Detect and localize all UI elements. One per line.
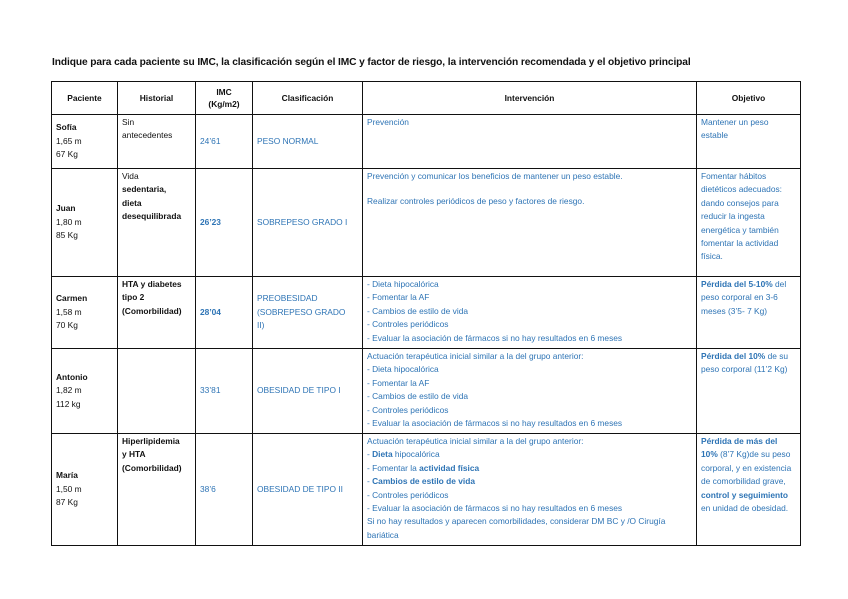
history-line: y HTA [122,449,146,460]
objective-bold: Pérdida del 10% [701,351,766,361]
intervention-line: - Cambios de estilo de vida [367,391,469,402]
intervention-line: - Controles periódicos [367,404,449,415]
intervention-line: - Dieta hipocalórica [367,364,439,375]
classification-line: II) [257,320,265,331]
intervention-cell [363,349,697,434]
history-cell [118,434,196,546]
header-historial: Historial [118,82,196,115]
table-row [52,277,801,349]
table-row [52,169,801,277]
patient-cell [52,349,118,434]
objective-cell [697,115,801,169]
intervention-line: Si no hay resultados y aparecen comorbilidades, considerar DM BC y /O Cirugía bariática [367,516,666,540]
patient-name: Antonio [56,371,88,382]
objective-cell [697,169,801,277]
patient-weight: 112 kg [56,398,81,409]
intervention-line: - Fomentar la AF [367,377,430,388]
history-cell [118,277,196,349]
objective-text: del peso corporal en 3-6 meses (3’5- 7 Kg) [701,279,787,316]
history-line: (Comorbilidad) [122,305,182,316]
table-row [52,115,801,169]
history-line: Sin [122,117,135,127]
history-line: HTA y diabetes [122,279,182,289]
header-imc-line2: (Kg/m2) [208,99,240,109]
header-intervencion: Intervención [363,82,697,115]
header-paciente: Paciente [52,82,118,115]
patient-cell [52,277,118,349]
header-imc [196,82,253,115]
history-line: desequilibrada [122,211,182,222]
history-cell [118,115,196,169]
classification: OBESIDAD DE TIPO I [253,349,363,434]
history-line: sedentaria, [122,184,167,195]
objective-text: en unidad de obesidad. [701,503,789,514]
patient-name: Sofía [56,122,77,133]
objective-text: (8’7 Kg)de su peso corporal, y en existencia de comorbilidad grave, [701,449,792,487]
patient-height: 1,65 m [56,135,82,146]
history-line: Hiperlipidemia [122,436,180,446]
intervention-line: Actuación terapéutica inicial similar a la del grupo anterior: [367,351,584,361]
patient-cell [52,434,118,546]
imc-value: 24’61 [196,115,253,169]
history-line: dieta [122,197,142,208]
intervention-cell [363,434,697,546]
objective-text: Mantener un peso estable [701,117,769,141]
intervention-line: - Controles periódicos [367,489,449,500]
intervention-line: - Fomentar la AF [367,292,430,303]
patient-name: Juan [56,203,76,214]
intervention-line: - Cambios de estilo de vida [367,476,475,487]
intervention-line: - Cambios de estilo de vida [367,305,469,316]
objective-bold: control y seguimiento [701,489,789,500]
imc-value: 38’6 [196,434,253,546]
intervention-bold: Dieta [372,449,393,460]
intervention-line: - Dieta hipocalórica [367,449,440,460]
history-cell [118,349,196,434]
objective-text: de su peso corporal (11’2 Kg) [701,351,789,375]
patient-weight: 87 Kg [56,497,78,508]
classification [253,277,363,349]
intervention-cell [363,277,697,349]
intervention-line: - Evaluar la asociación de fármacos si no hay resultados en 6 meses [367,418,623,429]
objective-cell [697,434,801,546]
patient-height: 1,82 m [56,385,82,396]
intervention-line: Prevención [367,117,409,127]
header-objetivo: Objetivo [697,82,801,115]
header-row [52,82,801,115]
intervention-line: Realizar controles periódicos de peso y factores de riesgo. [367,196,585,207]
intervention-cell [363,115,697,169]
patient-name: Carmen [56,293,88,304]
history-line: (Comorbilidad) [122,462,182,473]
patient-name: María [56,470,78,481]
patient-weight: 85 Kg [56,230,78,241]
table-row [52,434,801,546]
intervention-bold: Cambios de estilo de vida [372,476,475,487]
imc-value: 26’23 [196,169,253,277]
intervention-line: - Evaluar la asociación de fármacos si no hay resultados en 6 meses [367,503,623,514]
history-line: tipo 2 [122,292,145,303]
objective-text: Fomentar hábitos dietéticos adecuados: dando consejos para reducir la ingesta energética y también fomentar la actividad física. [701,171,783,262]
objective-cell [697,277,801,349]
patient-cell [52,169,118,277]
history-line: Vida [122,171,139,181]
objective-cell [697,349,801,434]
imc-value: 33’81 [196,349,253,434]
objective-bold: Pérdida de más del 10% [701,436,778,460]
header-imc-line1: IMC [216,87,232,97]
intervention-line: - Evaluar la asociación de fármacos si no hay resultados en 6 meses [367,332,623,343]
patient-cell [52,115,118,169]
classification: PESO NORMAL [253,115,363,169]
intervention-line: - Fomentar la actividad física [367,462,480,473]
intervention-bold: actividad física [419,462,480,473]
patient-height: 1,58 m [56,306,82,317]
intervention-cell [363,169,697,277]
classification: SOBREPESO GRADO I [253,169,363,277]
history-line: antecedentes [122,130,173,141]
patient-weight: 70 Kg [56,320,78,331]
intervention-line: Actuación terapéutica inicial similar a la del grupo anterior: [367,436,584,446]
intervention-line: - Dieta hipocalórica [367,279,439,289]
header-clasificacion: Clasificación [253,82,363,115]
patient-height: 1,80 m [56,216,82,227]
page-title: Indique para cada paciente su IMC, la clasificación según el IMC y factor de riesgo, la intervención recomendada y el objetivo principal [52,57,691,68]
classification-line: PREOBESIDAD [257,293,318,304]
intervention-line: - Controles periódicos [367,319,449,330]
patient-height: 1,50 m [56,483,82,494]
intervention-line: Prevención y comunicar los beneficios de mantener un peso estable. [367,171,623,181]
classification-line: (SOBREPESO GRADO [257,306,346,317]
patient-weight: 67 Kg [56,149,78,160]
history-cell [118,169,196,277]
table-row [52,349,801,434]
classification: OBESIDAD DE TIPO II [253,434,363,546]
patients-table [51,81,801,546]
objective-bold: Pérdida del 5-10% [701,279,773,289]
imc-value: 28’04 [196,277,253,349]
